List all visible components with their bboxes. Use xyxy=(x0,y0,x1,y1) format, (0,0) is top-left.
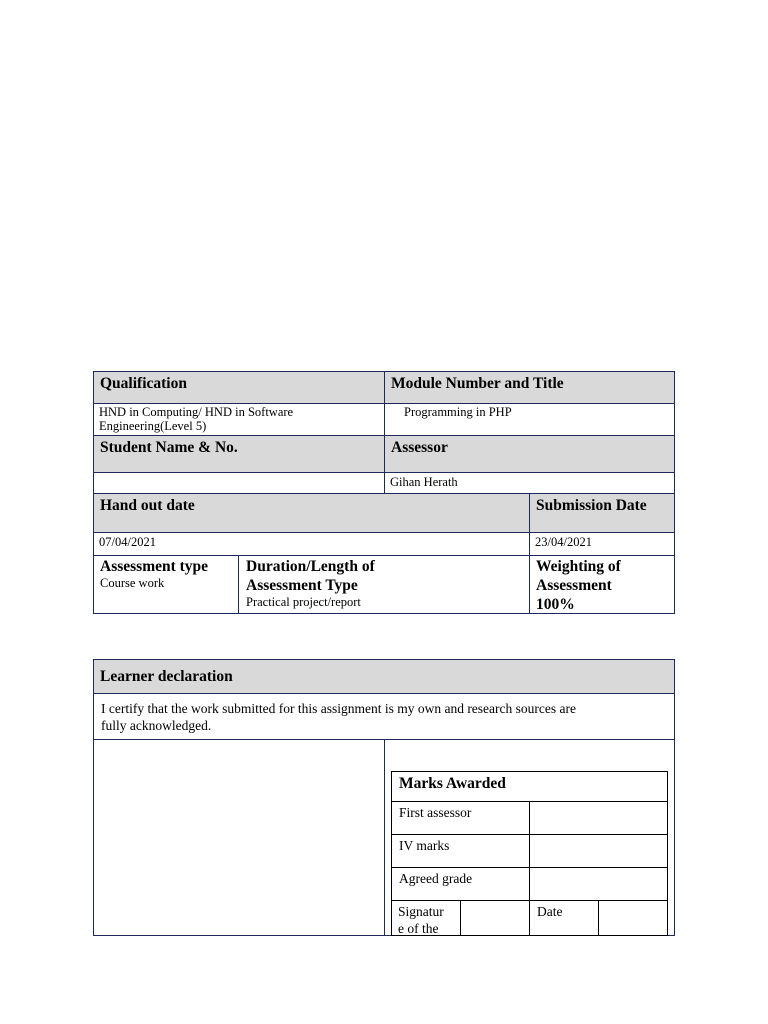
submission-value: 23/04/2021 xyxy=(529,532,675,556)
assessment-type-value: Course work xyxy=(100,576,165,590)
assessment-type-cell xyxy=(93,555,239,614)
qualification-label: Qualification xyxy=(93,371,385,404)
handout-value: 07/04/2021 xyxy=(93,532,530,556)
assessment-type-label: Assessment type xyxy=(100,558,209,575)
handout-label: Hand out date xyxy=(93,493,530,533)
iv-marks-field[interactable] xyxy=(529,834,668,868)
weighting-label-line1: Weighting of xyxy=(536,558,621,575)
agreed-grade-label: Agreed grade xyxy=(391,867,530,901)
declaration-title: Learner declaration xyxy=(93,659,675,694)
student-label: Student Name & No. xyxy=(93,435,385,473)
date-label: Date xyxy=(529,900,599,936)
weighting-label-line2: Assessment xyxy=(536,577,612,594)
duration-label-line2: Assessment Type xyxy=(246,577,358,594)
declaration-text: I certify that the work submitted for this assignment is my own and research sources are fully acknowledged. xyxy=(93,693,675,740)
student-value xyxy=(93,472,385,494)
learner-signature-area[interactable] xyxy=(93,739,385,936)
signature-label: Signatur e of the xyxy=(391,900,461,936)
weighting-value: 100% xyxy=(536,596,575,613)
first-assessor-field[interactable] xyxy=(529,801,668,835)
signature-field[interactable] xyxy=(460,900,530,936)
marks-awarded-title: Marks Awarded xyxy=(391,771,668,802)
weighting-cell xyxy=(529,555,675,614)
assessor-value: Gihan Herath xyxy=(384,472,675,494)
first-assessor-label: First assessor xyxy=(391,801,530,835)
assessor-label: Assessor xyxy=(384,435,675,473)
duration-value: Practical project/report xyxy=(246,595,361,609)
duration-cell xyxy=(238,555,530,614)
qualification-value: HND in Computing/ HND in Software Engineering(Level 5) xyxy=(93,403,385,436)
submission-label: Submission Date xyxy=(529,493,675,533)
module-label: Module Number and Title xyxy=(384,371,675,404)
module-value: Programming in PHP xyxy=(384,403,675,436)
date-field[interactable] xyxy=(598,900,668,936)
duration-label-line1: Duration/Length of xyxy=(246,558,375,575)
agreed-grade-field[interactable] xyxy=(529,867,668,901)
iv-marks-label: IV marks xyxy=(391,834,530,868)
